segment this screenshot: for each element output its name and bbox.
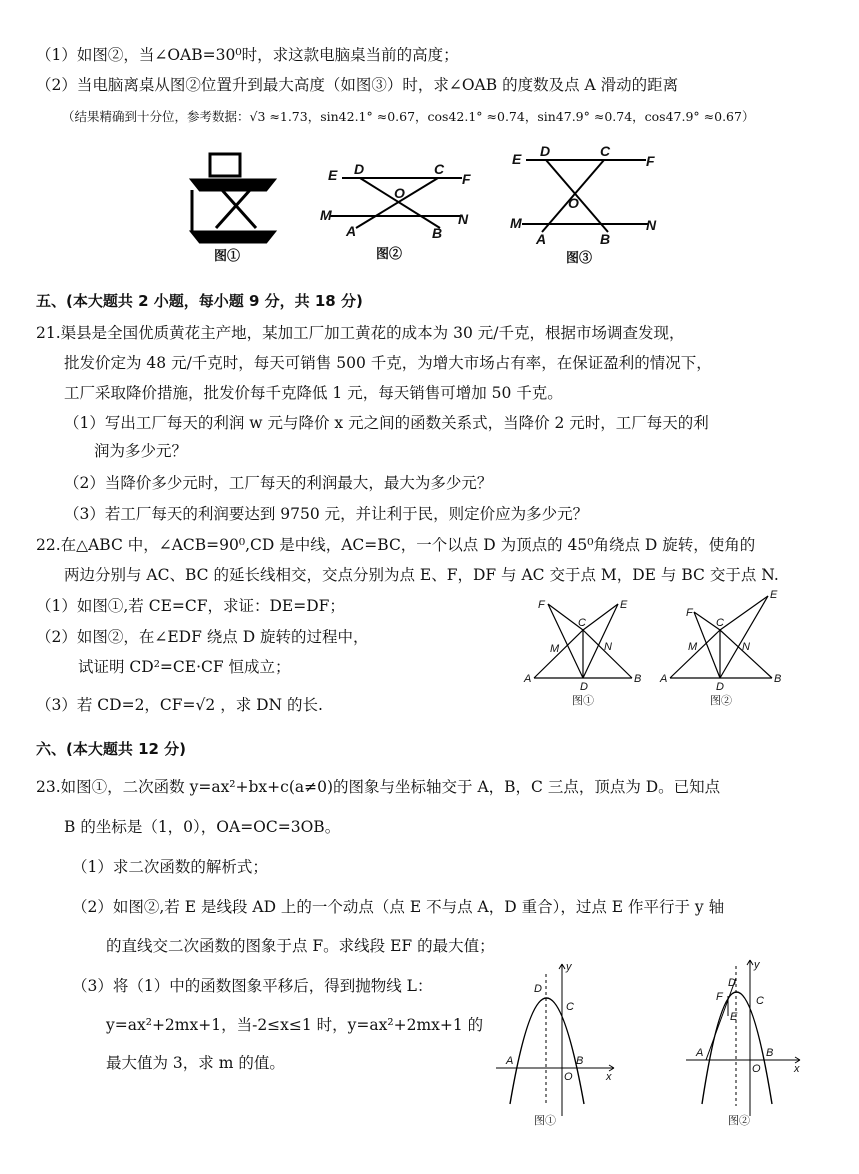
fig23a-caption: 图① bbox=[534, 1115, 556, 1127]
fig3-label-e: E bbox=[512, 151, 522, 167]
fig3-label-o: O bbox=[568, 195, 579, 211]
fig3-label-n: N bbox=[646, 217, 657, 233]
fig23b-label-e: E bbox=[730, 1011, 738, 1023]
fig23b-label-d: D bbox=[728, 977, 736, 989]
fig23b-label-x: x bbox=[794, 1063, 800, 1075]
fig22a-ray-de bbox=[583, 604, 618, 678]
fig23a-label-a: A bbox=[506, 1055, 514, 1067]
fig23b-label-o: O bbox=[752, 1063, 761, 1075]
fig22a-label-c: C bbox=[578, 617, 586, 629]
fig23a-label-d: D bbox=[534, 983, 542, 995]
q23-part2: （2）如图②,若 E 是线段 AD 上的一个动点（点 E 不与点 A，D 重合），过点 E 作平行于 y 轴 bbox=[72, 898, 725, 916]
fig22a-label-n: N bbox=[604, 641, 612, 653]
fig2-label-c: C bbox=[434, 161, 445, 177]
fig3-label-m: M bbox=[510, 215, 522, 231]
q21-line1: 21.渠县是全国优质黄花主产地，某加工厂加工黄花的成本为 30 元/千克，根据市场调查发现， bbox=[36, 324, 685, 342]
fig1-caption: 图① bbox=[214, 248, 241, 263]
fig22b-label-a: A bbox=[660, 673, 668, 685]
q22-part3: （3）若 CD=2，CF=√2 ，求 DN 的长. bbox=[36, 696, 323, 714]
q21-line2: 批发价定为 48 元/千克时，每天可销售 500 千克，为增大市场占有率，在保证盈利的情况下， bbox=[64, 354, 712, 372]
q22-part2: （2）如图②，在∠EDF 绕点 D 旋转的过程中， bbox=[36, 628, 369, 646]
fig23b-label-f: F bbox=[716, 991, 723, 1003]
fig22a-label-a: A bbox=[524, 673, 532, 685]
fig23a-label-x: x bbox=[606, 1071, 612, 1083]
fig22b-label-d: D bbox=[716, 681, 724, 693]
q21-part3: （3）若工厂每天的利润要达到 9750 元，并让利于民，则定价应为多少元？ bbox=[64, 505, 589, 523]
fig22b-label-f: F bbox=[686, 607, 693, 619]
fig22a-label-e: E bbox=[620, 599, 628, 611]
fig3-label-b: B bbox=[600, 231, 611, 247]
fig22a-caption: 图① bbox=[572, 695, 594, 707]
fig2-label-f: F bbox=[462, 171, 471, 187]
q23-part2-cont: 的直线交二次函数的图象于点 F。求线段 EF 的最大值； bbox=[106, 937, 495, 955]
q23-part3-line3: 最大值为 3，求 m 的值。 bbox=[106, 1054, 285, 1072]
q20-reference-data: （结果精确到十分位，参考数据：√3 ≈1.73，sin42.1° ≈0.67，cos42.1° ≈0.74，sin47.9° ≈0.74，cos47.9° ≈0.67） bbox=[62, 109, 755, 124]
section5-heading: 五、(本大题共 2 小题，每小题 9 分，共 18 分) bbox=[36, 292, 363, 310]
fig3-label-a: A bbox=[536, 231, 547, 247]
q20-figures bbox=[170, 132, 680, 282]
q20-part2: （2）当电脑离桌从图②位置升到最大高度（如图③）时，求∠OAB 的度数及点 A 滑动的距离 bbox=[36, 76, 679, 94]
fig23a-label-o: O bbox=[564, 1071, 573, 1083]
q22-line1: 22.在△ABC 中，∠ACB=90⁰,CD 是中线，AC=BC，一个以点 D 为顶点的 45⁰角绕点 D 旋转，使角的 bbox=[36, 536, 756, 554]
fig2-label-e: E bbox=[328, 167, 338, 183]
q22-figures bbox=[520, 588, 792, 712]
fig2-label-a: A bbox=[346, 223, 357, 239]
fig22b-side-ac bbox=[670, 630, 720, 678]
q22-part1: （1）如图①,若 CE=CF，求证：DE=DF； bbox=[36, 597, 345, 615]
q23-part3: （3）将（1）中的函数图象平移后，得到抛物线 L： bbox=[72, 977, 433, 995]
fig23a-label-y: y bbox=[566, 961, 572, 973]
q20-part1: （1）如图②，当∠OAB=30⁰时，求这款电脑桌当前的高度； bbox=[36, 46, 459, 64]
q22-part2-cont: 试证明 CD²=CE·CF 恒成立； bbox=[78, 658, 291, 676]
fig2-label-n: N bbox=[458, 211, 469, 227]
fig23b-caption: 图② bbox=[728, 1115, 750, 1127]
fig23a-label-b: B bbox=[576, 1055, 584, 1067]
fig23b-label-y: y bbox=[754, 959, 760, 971]
fig2-label-o: O bbox=[394, 185, 405, 201]
q23-line2: B 的坐标是（1，0），OA=OC=3OB。 bbox=[64, 818, 341, 836]
fig22a-label-m: M bbox=[550, 643, 560, 655]
q21-part2: （2）当降价多少元时，工厂每天的利润最大，最大为多少元？ bbox=[64, 474, 493, 492]
fig23b-label-b: B bbox=[766, 1047, 774, 1059]
fig23b-parabola bbox=[702, 992, 772, 1104]
fig2-label-d: D bbox=[354, 161, 365, 177]
fig3-label-d: D bbox=[540, 143, 551, 159]
fig23b-label-c: C bbox=[756, 995, 764, 1007]
fig22a-side-bc bbox=[583, 630, 632, 678]
q21-line3: 工厂采取降价措施，批发价每千克降低 1 元，每天销售可增加 50 千克。 bbox=[64, 384, 563, 402]
fig3-label-f: F bbox=[646, 153, 655, 169]
fig2-caption: 图② bbox=[376, 246, 403, 261]
q21-part1-cont: 润为多少元？ bbox=[94, 442, 188, 460]
fig22b-ext-ce bbox=[720, 596, 768, 630]
fig22b-label-m: M bbox=[688, 641, 698, 653]
fig22a-ext-ce bbox=[583, 604, 618, 630]
q23-line1: 23.如图①，二次函数 y=ax²+bx+c(a≠0)的图象与坐标轴交于 A，B，C 三点，顶点为 D。已知点 bbox=[36, 778, 721, 796]
fig22a-label-d: D bbox=[580, 681, 588, 693]
q23-part1: （1）求二次函数的解析式； bbox=[72, 858, 268, 876]
fig22a-ray-df bbox=[548, 604, 583, 678]
q22-line2: 两边分别与 AC、BC 的延长线相交，交点分别为点 E、F，DF 与 AC 交于点 M，DE 与 BC 交于点 N. bbox=[64, 566, 779, 584]
section6-heading: 六、(本大题共 12 分) bbox=[36, 740, 187, 758]
fig23b-label-a: A bbox=[696, 1047, 704, 1059]
fig22a-label-f: F bbox=[538, 599, 545, 611]
fig23a-parabola bbox=[510, 998, 584, 1104]
q23-figures bbox=[490, 956, 820, 1128]
fig22b-caption: 图② bbox=[710, 695, 732, 707]
fig2-label-b: B bbox=[432, 225, 443, 241]
fig22b-side-bc bbox=[720, 630, 772, 678]
fig22b-label-b: B bbox=[774, 673, 782, 685]
fig22b-label-e: E bbox=[770, 589, 778, 601]
fig2-label-m: M bbox=[320, 207, 332, 223]
q21-part1: （1）写出工厂每天的利润 w 元与降价 x 元之间的函数关系式，当降价 2 元时，工厂每天的利 bbox=[64, 414, 709, 432]
fig22a-label-b: B bbox=[634, 673, 642, 685]
fig3-caption: 图③ bbox=[566, 250, 593, 265]
fig22b-label-c: C bbox=[716, 617, 724, 629]
q23-part3-line2: y=ax²+2mx+1，当-2≤x≤1 时，y=ax²+2mx+1 的 bbox=[106, 1016, 484, 1034]
fig3-label-c: C bbox=[600, 143, 611, 159]
fig23a-label-c: C bbox=[566, 1001, 574, 1013]
fig22b-label-n: N bbox=[742, 641, 750, 653]
